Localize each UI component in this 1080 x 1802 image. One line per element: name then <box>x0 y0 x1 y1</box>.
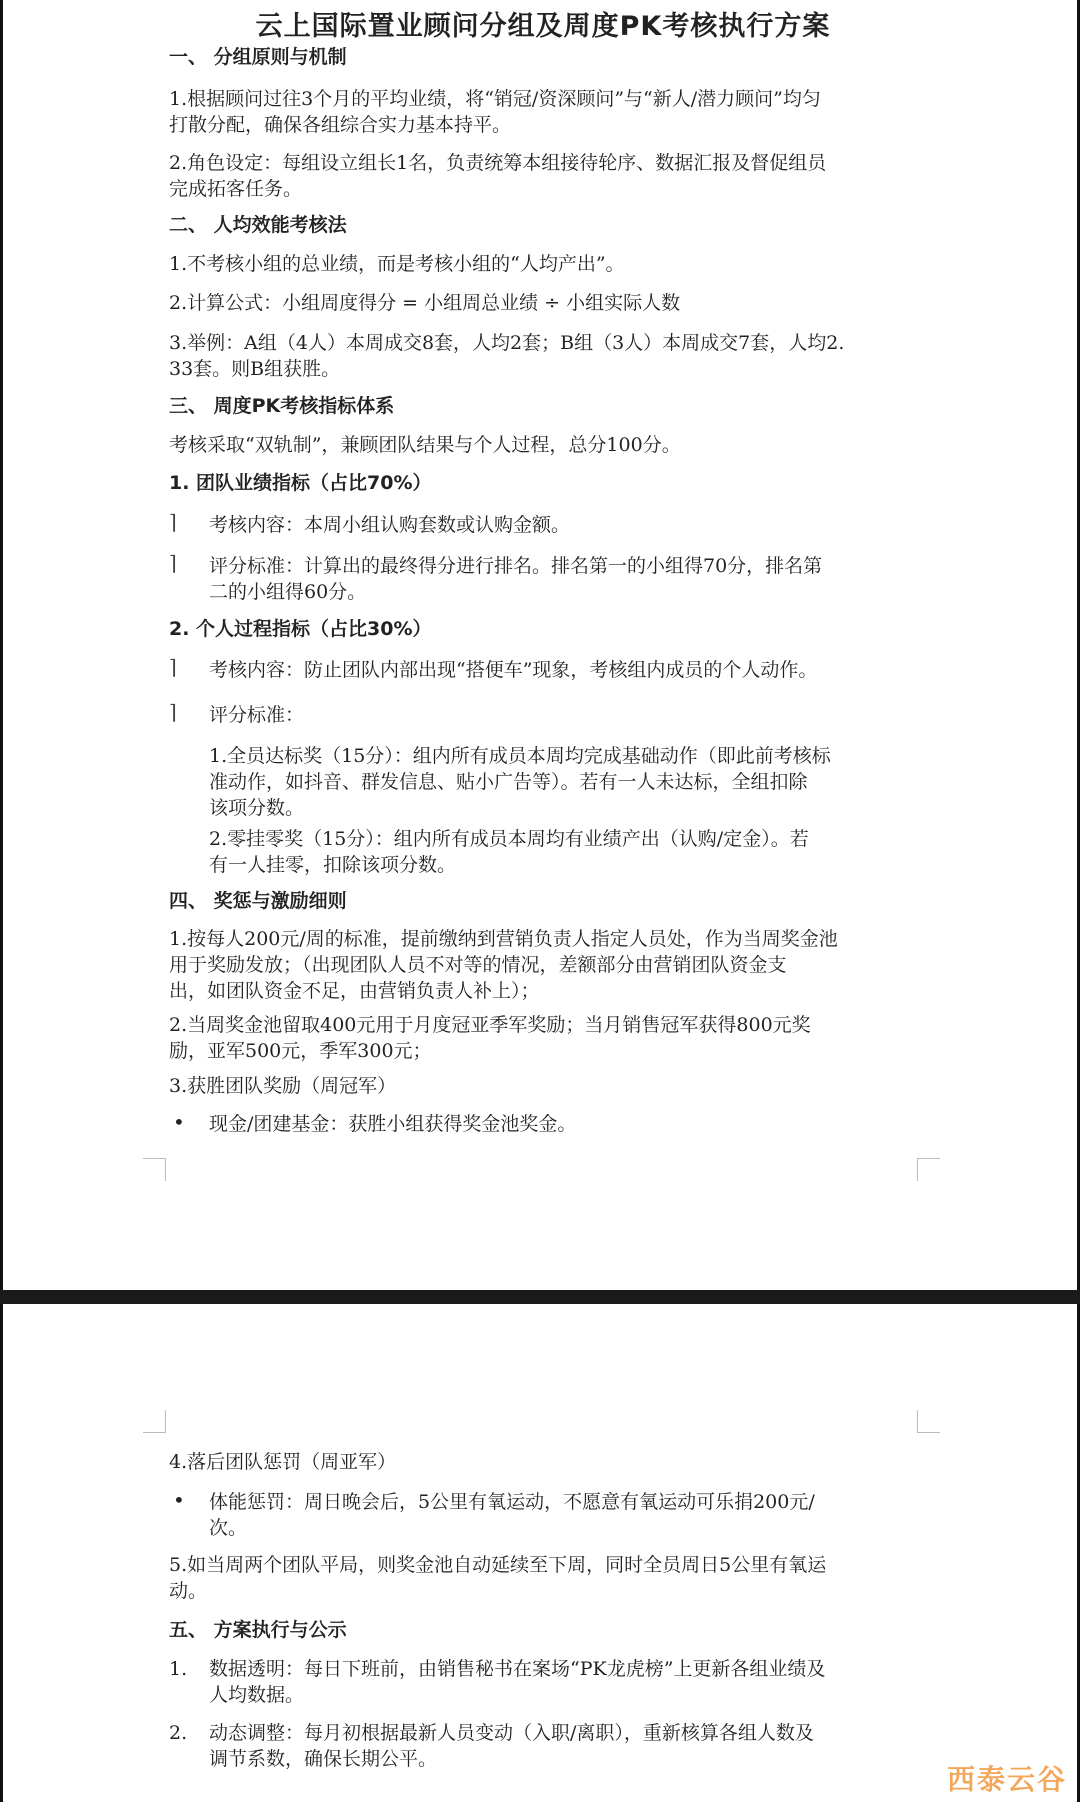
s4-p2-line1: 2.当周奖金池留取400元用于月度冠亚季军奖励；当月销售冠军获得800元奖 <box>169 1014 811 1036</box>
s4-p1-line3: 出，如团队资金不足，由营销负责人补上）； <box>169 980 540 1002</box>
s4-p1-line1: 1.按每人200元/周的标准，提前缴纳到营销负责人指定人员处，作为当周奖金池 <box>169 928 838 950</box>
section-5-heading: 五、 方案执行与公示 <box>169 1619 347 1641</box>
s5-item1-line1: 数据透明：每日下班前，由销售秘书在案场“PK龙虎榜”上更新各组业绩及 <box>209 1658 826 1680</box>
s4-p1-line2: 用于奖励发放；（出现团队人员不对等的情况，差额部分由营销团队资金支 <box>169 954 787 976</box>
s3-t2-standard: 评分标准： <box>209 704 305 726</box>
s3-personal-heading: 2. 个人过程指标（占比30%） <box>169 618 432 640</box>
s2-p3-line2: 33套。则B组获胜。 <box>169 358 341 380</box>
s3-t2-a-line1: 1.全员达标奖（15分）：组内所有成员本周均完成基础动作（即此前考核标 <box>209 745 831 767</box>
s3-t1-standard-line2: 二的小组得60分。 <box>209 581 367 603</box>
list-marker: ⌉ <box>169 551 177 575</box>
s3-t2-content: 考核内容：防止团队内部出现“搭便车”现象，考核组内成员的个人动作。 <box>209 659 818 681</box>
s4-p4-bullet-line1: 体能惩罚：周日晚会后，5公里有氧运动，不愿意有氧运动可乐捐200元/ <box>209 1491 815 1513</box>
s4-p4-bullet-line2: 次。 <box>209 1517 248 1539</box>
s3-intro: 考核采取“双轨制”，兼顾团队结果与个人过程，总分100分。 <box>169 434 681 456</box>
s3-t2-a-line2: 准动作，如抖音、群发信息、贴小广告等）。若有一人未达标，全组扣除 <box>209 771 808 793</box>
page-corner-mark <box>917 1158 940 1181</box>
s1-p2-line1: 2.角色设定：每组设立组长1名，负责统筹本组接待轮序、数据汇报及督促组员 <box>169 152 827 174</box>
section-1-heading: 一、 分组原则与机制 <box>169 46 347 68</box>
s5-item1-number: 1. <box>169 1658 188 1680</box>
s5-item2-line1: 动态调整：每月初根据最新人员变动（入职/离职），重新核算各组人数及 <box>209 1722 814 1744</box>
s1-p2-line2: 完成拓客任务。 <box>169 178 303 200</box>
page-divider <box>0 1290 1080 1304</box>
s5-item2-line2: 调节系数，确保长期公平。 <box>209 1748 438 1770</box>
s1-p1-line2: 打散分配，确保各组综合实力基本持平。 <box>169 114 512 136</box>
s2-p3-line1: 3.举例：A组（4人）本周成交8套，人均2套；B组（3人）本周成交7套，人均2. <box>169 332 845 354</box>
s4-p4: 4.落后团队惩罚（周亚军） <box>169 1451 397 1473</box>
list-marker: ⌉ <box>169 510 177 534</box>
s3-team-heading: 1. 团队业绩指标（占比70%） <box>169 472 432 494</box>
page-corner-mark <box>143 1410 166 1433</box>
s1-p1-line1: 1.根据顾问过往3个月的平均业绩，将“销冠/资深顾问”与“新人/潜力顾问”均匀 <box>169 88 821 110</box>
page-corner-mark <box>143 1158 166 1181</box>
s2-p2: 2.计算公式：小组周度得分 = 小组周总业绩 ÷ 小组实际人数 <box>169 292 681 314</box>
s4-p5-line1: 5.如当周两个团队平局，则奖金池自动延续至下周，同时全员周日5公里有氧运 <box>169 1554 827 1576</box>
watermark-logo: 西泰云谷 <box>946 1763 1067 1796</box>
s3-t1-content: 考核内容：本周小组认购套数或认购金额。 <box>209 514 571 536</box>
s3-t2-b-line1: 2.零挂零奖（15分）：组内所有成员本周均有业绩产出（认购/定金）。若 <box>209 828 809 850</box>
s5-item2-number: 2. <box>169 1722 188 1744</box>
section-2-heading: 二、 人均效能考核法 <box>169 214 347 236</box>
list-marker: ⌉ <box>169 655 177 679</box>
s2-p1: 1.不考核小组的总业绩，而是考核小组的“人均产出”。 <box>169 253 625 275</box>
s5-item1-line2: 人均数据。 <box>209 1684 305 1706</box>
s3-t2-b-line2: 有一人挂零，扣除该项分数。 <box>209 854 457 876</box>
document-title: 云上国际置业顾问分组及周度PK考核执行方案 <box>255 11 831 42</box>
bullet-dot: • <box>173 1488 185 1512</box>
document-page-2 <box>0 1304 1080 1802</box>
bullet-dot: • <box>173 1110 185 1134</box>
s4-p3-bullet: 现金/团建基金：获胜小组获得奖金池奖金。 <box>209 1113 577 1135</box>
s3-t1-standard-line1: 评分标准：计算出的最终得分进行排名。排名第一的小组得70分，排名第 <box>209 555 823 577</box>
page-corner-mark <box>917 1410 940 1433</box>
list-marker: ⌉ <box>169 700 177 724</box>
s4-p5-line2: 动。 <box>169 1580 208 1602</box>
section-3-heading: 三、 周度PK考核指标体系 <box>169 395 395 417</box>
s4-p3: 3.获胜团队奖励（周冠军） <box>169 1075 397 1097</box>
section-4-heading: 四、 奖惩与激励细则 <box>169 890 347 912</box>
s4-p2-line2: 励，亚军500元，季军300元； <box>169 1040 432 1062</box>
s3-t2-a-line3: 该项分数。 <box>209 797 305 819</box>
